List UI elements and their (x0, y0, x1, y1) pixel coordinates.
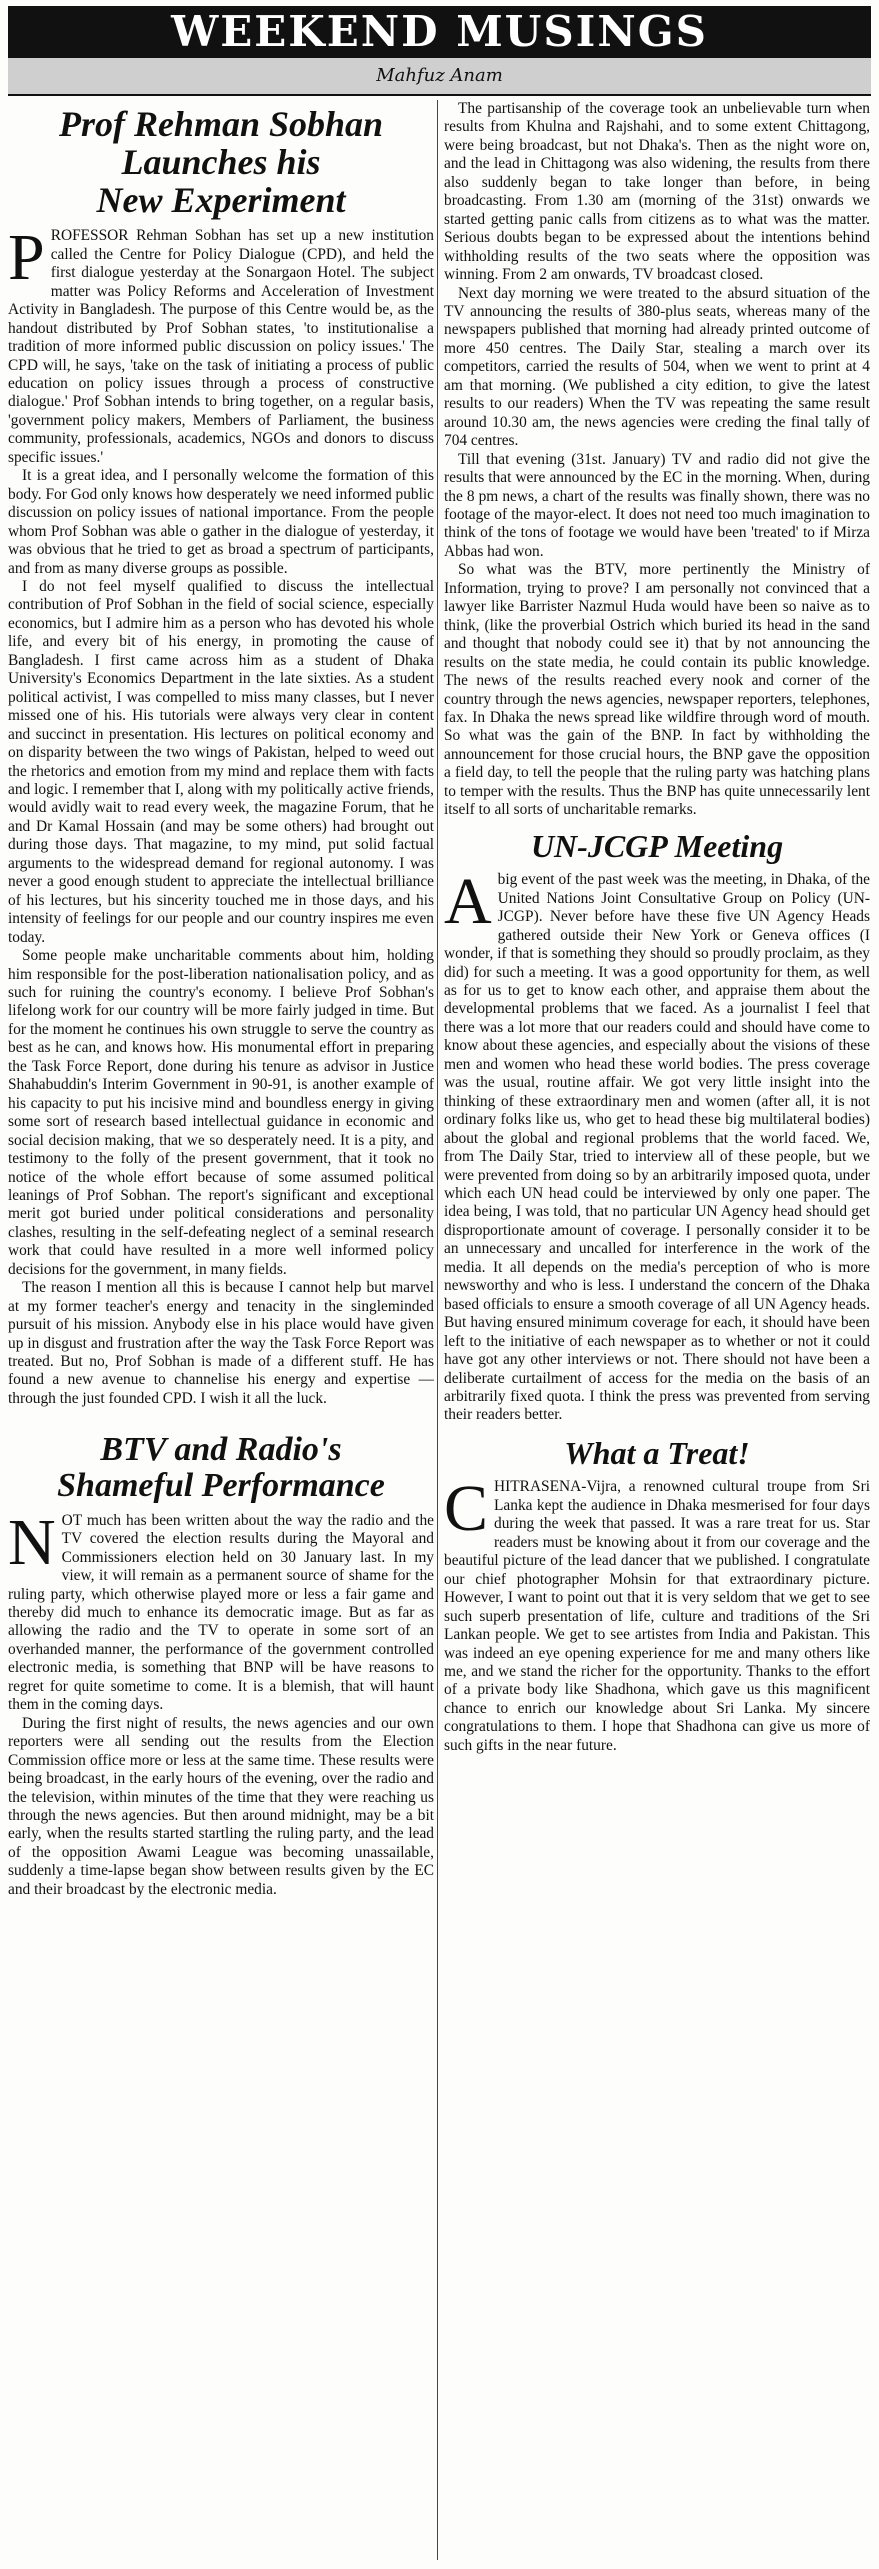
article-paragraph: NOT much has been written about the way the radio and the TV covered the election results during the Mayoral and Commissioners election held on 30 January last. In my view, it will remain as a permanent source of shame for the ruling party, which otherwise played more or less a fair game and thereby did much to enhance its democratic image. But as far as allowing the radio and the TV to operate in some sort of an overhanded manner, the performance of the government controlled electronic media, is something that BNP will be have reasons to regret for quite sometime to come. It is a blemish, that will haunt them in the coming days. (8, 1511, 434, 1714)
drop-cap: A (444, 871, 492, 939)
right-column (444, 100, 870, 2562)
article-paragraph: It is a great idea, and I personally welcome the formation of this body. For God only knows how desperately we need informed public discussion on policy issues of national importance. From the people whom Prof Sobhan was able o gather in the dialogue of yesterday, it was obvious that he tried to get as broad a spectrum of participants, and from as many diverse groups as possible. (8, 467, 434, 577)
article-paragraph: Abig event of the past week was the meeting, in Dhaka, of the United Nations Joint Consultative Group on Policy (UN-JCGP). Never before have these five UN Agency Heads gathered outside their New York or Geneva offices (I wonder, if that is something they should so proudly proclaim, as they did) for such a meeting. It was a good opportunity for them, as well as for us to get to know each other, and appraise them about the developmental problems that we faced. As a journalist I feel that there was a lot more that our readers could and should have come to know about these agencies, and especially about the visions of these men and women who head these world bodies. The press coverage was the usual, routine affair. We got very little insight into the thinking of these extraordinary men and women (after all, it is not ordinary folks like us, who get to head these big multilateral bodies) about the global and regional problems that the world faced. We, from The Daily Star, tried to interview all of these people, but we were prevented from doing so by an arbitrarily imposed quota, under which each UN head could be interviewed by only one paper. The idea being, I was told, that no particular UN Agency head should get disproportionate amount of coverage. I personally consider it to be an unnecessary and uncalled for interference in the work of the media. It all depends on the media's perception of who is more newsworthy and who is less. I understand the concern of the Dhaka based officials to ensure a smooth coverage of all UN Agency heads. But having ensured minimum coverage for each, it should have been left to the initiative of each newspaper as to whether or not it could have got any other interviews or not. There should not have been a deliberate curtailment of access for the media on the basis of an arbitrarily fixed quota. I think the press was prevented from serving their readers better. (444, 871, 870, 1424)
headline-btv-line2: Shameful Performance (57, 1467, 385, 1505)
drop-cap: N (8, 1511, 56, 1579)
headline-cpd-line2: Launches his (121, 141, 321, 182)
headline-cpd (8, 106, 434, 219)
article-paragraph: So what was the BTV, more pertinently the Ministry of Information, trying to prove? I am personally not convinced that a lawyer like Barrister Nazmul Huda would have been so naive as to think, (like the proverbial Ostrich which buried its head in the sand and thought that nobody could see it) that by not announcing the results on the state media, he could contain its public knowledge. The news of the results reached every nook and corner of the country through the news agencies, newspaper reporters, telephones, fax. In Dhaka the news spread like wildfire through word of mouth. So what was the gain of the BNP. In fact by withholding the announcement for those crucial hours, the BNP gave the opposition a field day, to tell the people that the ruling party was hatching plans to temper with the results. Thus the BNP has quite unnecessarily lent itself to all sorts of uncharitable remarks. (444, 561, 870, 819)
article-paragraph: Till that evening (31st. January) TV and radio did not give the results that were announced by the EC in the morning. When, during the 8 pm news, a chart of the results was finally shown, there was no footage of the mayor-elect. It does not need too much imagination to think of the tons of footage we would have been 'treated' to if Mirza Abbas had won. (444, 450, 870, 560)
drop-cap: C (444, 1478, 489, 1546)
headline-btv-line1: BTV and Radio's (100, 1431, 342, 1469)
article-btv (8, 1512, 434, 1900)
headline-unjcgp: UN-JCGP Meeting (530, 827, 784, 864)
drop-cap: P (8, 227, 45, 295)
article-paragraph: PROFESSOR Rehman Sobhan has set up a new institution called the Centre for Policy Dialogue (CPD), and held the first dialogue yesterday at the Sonargaon Hotel. The subject matter was Policy Reforms and Acceleration of Investment Activity in Bangladesh. The purpose of this Centre would be, as the handout distributed by Prof Sobhan states, 'to institutionalise a tradition of more informed public discussion on policy issues.' The CPD will, he says, 'take on the task of initiating a process of public education on policy issues through a process of constructive dialogue.' Prof Sobhan intends to bring together, on a regular basis, 'government policy makers, Members of Parliament, the business community, professionals, academics, NGOs and donors to discuss specific issues.' (8, 227, 434, 466)
left-column (8, 100, 434, 2562)
article-paragraph: During the first night of results, the news agencies and our own reporters were all sending out the results from the Election Commission office more or less at the same time. These results were being broadcast, in the early hours of the evening, over the radio and the television, within minutes of the time that they were reaching us through the news agencies. But then around midnight, may be a bit early, when the results started startling the ruling party, and the lead of the opposition Awami League was becoming unassailable, suddenly a time-lapse began show between results given by the EC and their broadcast by the electronic media. (8, 1714, 434, 1898)
article-treat (444, 1478, 870, 1755)
headline-cpd-line3: New Experiment (96, 179, 346, 220)
article-unjcgp (444, 871, 870, 1425)
article-cpd (8, 227, 434, 1408)
column-masthead: WEEKEND MUSINGS (8, 6, 871, 58)
article-paragraph: Next day morning we were treated to the absurd situation of the TV announcing the results of 380-plus seats, whereas many of the newspapers published that morning had already printed outcome of more 450 centres. The Daily Star, stealing a march over its competitors, carried the results of 504, when we went to print at 4 am that morning. (We published a city edition, to give the latest results to our readers) When the TV was repeating the same result around 10.30 am, the news agencies were creding the final tally of 704 centres. (444, 284, 870, 450)
article-paragraph: I do not feel myself qualified to discuss the intellectual contribution of Prof Sobhan in the field of social science, especially economics, but I admire him as a person who has devoted his whole life, and every bit of his energy, in promoting the cause of Bangladesh. I first came across him as a student of Dhaka University's Economics Department in the late sixties. As a student political activist, I was compelled to miss many classes, but I never missed one of his. His tutorials were always very clear in content and succinct in presentation. His lectures on political economy and on disparity between the two wings of Pakistan, helped to weed out the rhetorics and emotion from my mind and replace them with facts and logic. I remember that I, along with my politically active friends, would avidly wait to read every week, the magazine Forum, that he and Dr Kamal Hossain (and may be some others) had brought out during those days. That magazine, to my mind, put solid factual arguments to the widespread demand for regional autonomy. I was never a good enough student to appreciate the intellectual brilliance of his lectures, but his sincerity touched me in those days, and his intensity of feelings for our people and our country inspires me even today. (8, 578, 434, 946)
headline-cpd-line1: Prof Rehman Sobhan (58, 104, 384, 144)
article-paragraph: The reason I mention all this is because I cannot help but marvel at my former teacher's energy and tenacity in the singleminded pursuit of his mission. Anybody else in his place would have given up in disgust and frustration after the way the Task Force Report was treated. But no, Prof Sobhan is made of a different stuff. He has found a new avenue to channelise his energy and expertise — through the just founded CPD. I wish it all the luck. (8, 1279, 434, 1407)
author-byline: Mahfuz Anam (8, 58, 871, 96)
article-paragraph: CHITRASENA-Vijra, a renowned cultural troupe from Sri Lanka kept the audience in Dhaka mesmerised for four days during the week that passed. It was a rare treat for us. Star readers must be knowing about it from our coverage and the beautiful picture of the lead dancer that we published. I congratulate our chief photographer Mohsin for that extraordinary picture. However, I want to point out that it is very seldom that we get to see such superb presentation of life, culture and traditions of the Sri Lankan people. We get to see artistes from India and Pakistan. This was indeed an eye opening experience for me and many others like me, and we stand the richer for the opportunity. Thanks to the effort of a private body like Shadhona, which gave us this magnificent chance to enrich our knowledge about Sri Lanka. My sincere congratulations to them. I hope that Shadhona can give us more of such gifts in the near future. (444, 1478, 870, 1754)
article-paragraph: The partisanship of the coverage took an unbelievable turn when results from Khulna and Rajshahi, and to some extent Chittagong, were being broadcast, but not Dhaka's. Then as the night wore on, and the lead in Chittagong was also widening, the results from there also suddenly began to take longer than before, in being broadcasting. From 1.30 am (morning of the 31st) onwards we started getting panic calls from citizens as to what was the matter. Serious doubts began to be expressed about the intentions behind withholding results of the two seats where the opposition was winning. From 2 am onwards, TV broadcast closed. (444, 100, 870, 284)
column-divider (437, 100, 438, 2560)
article-paragraph: Some people make uncharitable comments about him, holding him responsible for the post-liberation nationalisation policy, and as such for ruining the country's economy. I believe Prof Sobhan's lifelong work for our country will be more fairly judged in time. But for the moment he continues his own struggle to serve the country as best as he can, and knows how. His monumental effort in preparing the Task Force Report, done during his tenure as advisor in Justice Shahabuddin's Interim Government in 90-91, is another example of his capacity to put his incisive mind and boundless energy in giving some sort of research based intellectual guidance in economic and social decision making, that we so desperately need. It is a pity, and testimony to the folly of the present government, that it took no notice of the whole effort because of some assumed political leanings of Prof Sobhan. The report's significant and exceptional merit got buried under political considerations and personality clashes, resulting in the self-defeating neglect of a seminal research work that could have resulted in a more well informed policy decisions for the government, in many fields. (8, 947, 434, 1278)
headline-btv (8, 1432, 434, 1503)
headline-treat: What a Treat! (564, 1434, 750, 1471)
